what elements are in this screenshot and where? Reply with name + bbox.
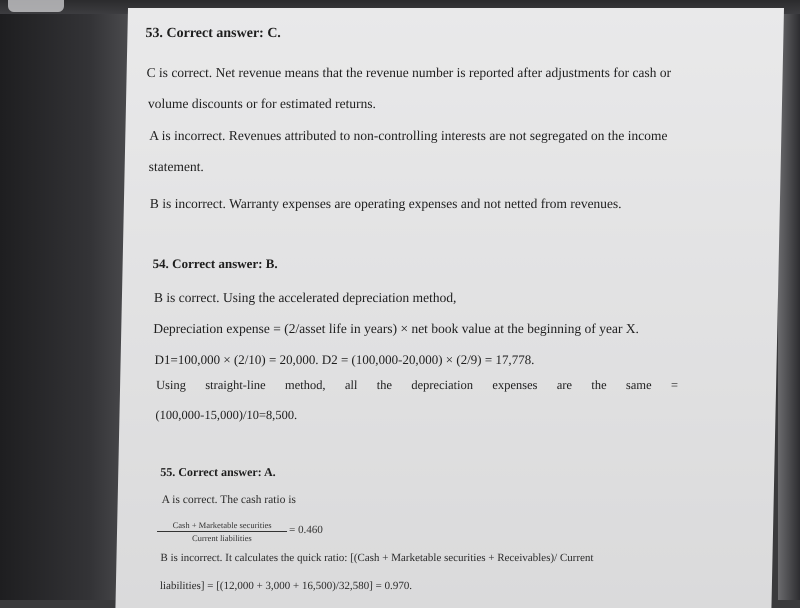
- cash-ratio-fraction: [157, 520, 287, 543]
- fraction-result: = 0.460: [288, 524, 323, 536]
- q53-heading: 53. Correct answer: C.: [145, 26, 282, 41]
- q54-line-5: (100,000-15,000)/10=8,500.: [155, 408, 298, 422]
- q54-line-4: Using straight-line method, all the depreciation expenses are the same =: [155, 378, 679, 392]
- q55-line-3: liabilities] = [(12,000 + 3,000 + 16,500)/32,580] = 0.970.: [159, 580, 413, 592]
- q55-heading: 55. Correct answer: A.: [160, 465, 276, 479]
- q55-line-1: A is correct. The cash ratio is: [161, 494, 297, 506]
- document-page: [115, 8, 784, 608]
- q53-line-1: C is correct. Net revenue means that the revenue number is reported after adjustments for cash or: [146, 65, 672, 80]
- q55-line-2: B is incorrect. It calculates the quick ratio: [(Cash + Marketable securities + Receivables)/ Current: [160, 552, 594, 564]
- q54-heading: 54. Correct answer: B.: [152, 256, 278, 271]
- q53-line-3: A is incorrect. Revenues attributed to non-controlling interests are not segregated on the income: [149, 128, 668, 143]
- q53-line-5: B is incorrect. Warranty expenses are operating expenses and not netted from revenues.: [149, 196, 622, 211]
- q54-line-1: B is correct. Using the accelerated depreciation method,: [153, 290, 457, 305]
- fraction-denominator: Current liabilities: [191, 533, 252, 543]
- q53-line-2: volume discounts or for estimated returns.: [147, 96, 377, 111]
- q54-line-2: Depreciation expense = (2/asset life in years) × net book value at the beginning of year X.: [153, 321, 640, 336]
- fraction-numerator: Cash + Marketable securities: [157, 520, 287, 532]
- q54-line-3: D1=100,000 × (2/10) = 20,000. D2 = (100,000-20,000) × (2/9) = 17,778.: [154, 352, 535, 367]
- app-icon: [8, 0, 64, 12]
- q53-line-4: statement.: [148, 159, 204, 174]
- left-bezel: [0, 14, 128, 600]
